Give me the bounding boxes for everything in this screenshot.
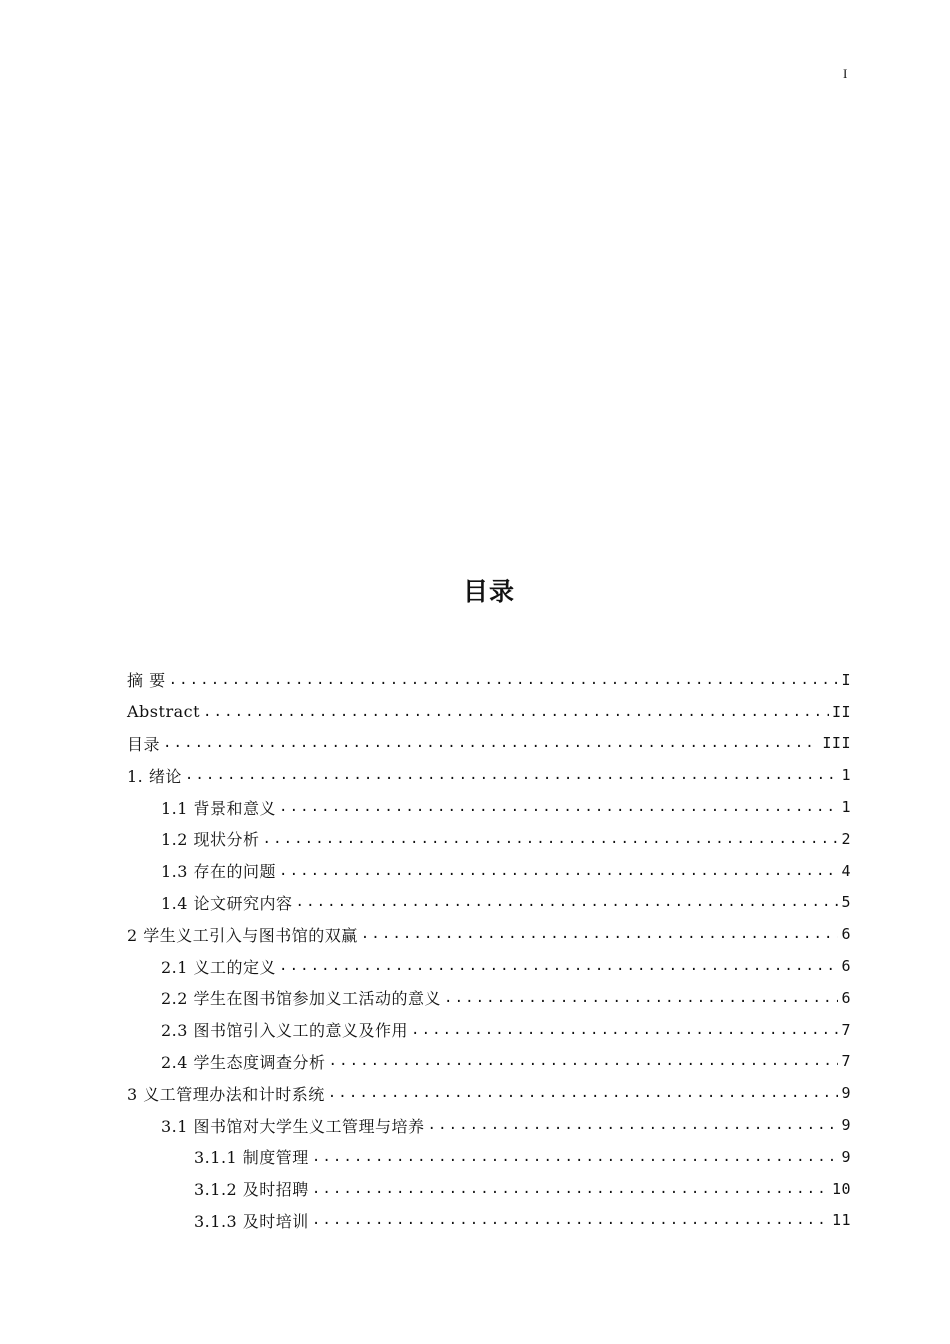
toc-entry[interactable] xyxy=(127,728,851,760)
toc-entry[interactable] xyxy=(127,823,851,855)
toc-entry-page: II xyxy=(831,702,851,721)
toc-entry-label: 3.1.3 及时培训 xyxy=(194,1211,309,1231)
toc-entry-label: 1.1 背景和意义 xyxy=(161,798,277,818)
toc-dot-leader xyxy=(279,800,838,814)
toc-dot-leader xyxy=(169,673,839,687)
toc-entry[interactable] xyxy=(127,918,851,950)
table-of-contents xyxy=(127,664,851,1236)
toc-entry-label: 2.3 图书馆引入义工的意义及作用 xyxy=(161,1021,409,1041)
toc-dot-leader xyxy=(279,959,838,973)
toc-entry-label: 1.4 论文研究内容 xyxy=(161,893,293,913)
toc-entry-label: 3.1 图书馆对大学生义工管理与培养 xyxy=(161,1116,425,1136)
toc-entry[interactable] xyxy=(127,1014,851,1046)
toc-entry-page: 6 xyxy=(841,957,851,976)
toc-dot-leader xyxy=(312,1182,829,1196)
toc-dot-leader xyxy=(329,1054,839,1068)
toc-dot-leader xyxy=(263,832,839,846)
toc-entry-label: 目录 xyxy=(127,734,161,754)
toc-entry-page: 7 xyxy=(841,1052,851,1071)
toc-entry-page: 5 xyxy=(841,893,851,912)
toc-entry-page: 6 xyxy=(841,988,851,1007)
toc-entry-page: 10 xyxy=(831,1179,851,1198)
toc-entry[interactable] xyxy=(127,1141,851,1173)
toc-entry-page: 9 xyxy=(841,1116,851,1135)
toc-dot-leader xyxy=(203,705,829,719)
toc-entry[interactable] xyxy=(127,1077,851,1109)
toc-entry-page: 6 xyxy=(841,925,851,944)
toc-entry-page: III xyxy=(822,734,851,753)
toc-entry[interactable] xyxy=(127,1046,851,1078)
toc-entry[interactable] xyxy=(127,887,851,919)
toc-dot-leader xyxy=(312,1213,829,1227)
toc-entry[interactable] xyxy=(127,791,851,823)
toc-entry-label: 摘 要 xyxy=(127,671,166,691)
toc-entry[interactable] xyxy=(127,664,851,696)
toc-entry-label: 1.2 现状分析 xyxy=(161,830,260,850)
toc-entry[interactable] xyxy=(127,1205,851,1237)
toc-dot-leader xyxy=(312,1150,839,1164)
toc-entry-label: 2 学生义工引入与图书馆的双赢 xyxy=(127,925,358,945)
toc-dot-leader xyxy=(163,736,819,750)
toc-title: 目录 xyxy=(462,577,515,606)
toc-entry-label: 3 义工管理办法和计时系统 xyxy=(127,1084,325,1104)
toc-dot-leader xyxy=(411,1023,838,1037)
toc-dot-leader xyxy=(444,991,838,1005)
toc-entry-label: 2.4 学生态度调查分析 xyxy=(161,1052,326,1072)
toc-dot-leader xyxy=(361,927,839,941)
toc-dot-leader xyxy=(296,895,839,909)
toc-dot-leader xyxy=(185,768,839,782)
toc-entry[interactable] xyxy=(127,950,851,982)
toc-dot-leader xyxy=(328,1086,839,1100)
toc-dot-leader xyxy=(428,1118,839,1132)
toc-entry-page: 11 xyxy=(831,1211,851,1230)
toc-entry[interactable] xyxy=(127,982,851,1014)
toc-entry-label: 1. 绪论 xyxy=(127,766,182,786)
toc-entry[interactable] xyxy=(127,759,851,791)
toc-entry-page: 1 xyxy=(841,766,851,785)
toc-entry[interactable] xyxy=(127,1109,851,1141)
toc-entry-label: 2.2 学生在图书馆参加义工活动的意义 xyxy=(161,989,442,1009)
toc-entry-page: 2 xyxy=(841,829,851,848)
page-number: I xyxy=(843,66,848,81)
toc-entry-label: 3.1.2 及时招聘 xyxy=(194,1180,309,1200)
toc-entry-page: 4 xyxy=(841,861,851,880)
toc-entry[interactable] xyxy=(127,1173,851,1205)
toc-entry-page: 9 xyxy=(841,1084,851,1103)
toc-entry[interactable] xyxy=(127,696,851,728)
toc-entry-label: Abstract xyxy=(127,702,201,722)
toc-entry-page: 1 xyxy=(841,798,851,817)
toc-dot-leader xyxy=(279,864,838,878)
toc-entry-label: 2.1 义工的定义 xyxy=(161,957,277,977)
toc-entry-page: I xyxy=(841,670,851,689)
toc-entry[interactable] xyxy=(127,855,851,887)
toc-entry-page: 9 xyxy=(841,1147,851,1166)
toc-entry-label: 1.3 存在的问题 xyxy=(161,862,277,882)
toc-entry-label: 3.1.1 制度管理 xyxy=(194,1148,309,1168)
toc-entry-page: 7 xyxy=(841,1020,851,1039)
